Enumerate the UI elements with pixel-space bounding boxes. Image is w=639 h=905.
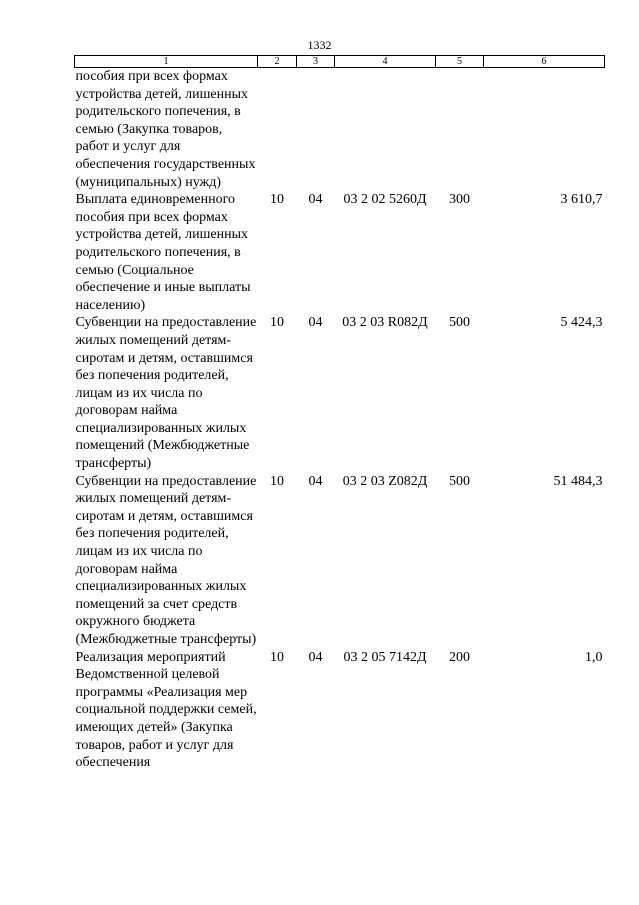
table-row bbox=[75, 473, 605, 649]
row-subsection: 04 bbox=[308, 649, 323, 665]
column-header-3: 3 bbox=[297, 56, 335, 68]
table-header bbox=[75, 56, 605, 68]
row-target-code: 03 2 02 5260Д bbox=[343, 192, 427, 208]
row-amount: 5 424,3 bbox=[560, 315, 603, 331]
row-section: 10 bbox=[270, 473, 284, 489]
row-expense-type: 500 bbox=[449, 315, 470, 331]
column-header-4: 4 bbox=[335, 56, 436, 68]
table-row bbox=[75, 314, 605, 472]
page-number: 1332 bbox=[307, 38, 332, 52]
row-name: пособия при всех формах устройства детей, лишенных родительского попечения, в семью (Закупка товаров, работ и услуг для обеспечения государственных (муниципальных) нужд) bbox=[75, 69, 256, 190]
row-expense-type: 300 bbox=[449, 192, 470, 208]
row-subsection: 04 bbox=[308, 315, 323, 331]
row-target-code bbox=[335, 68, 436, 192]
row-section: 10 bbox=[270, 315, 284, 331]
row-expense-type: 200 bbox=[449, 649, 470, 665]
row-amount: 1,0 bbox=[585, 649, 603, 665]
table-row bbox=[75, 68, 605, 192]
row-name: Выплата единовременного пособия при всех формах устройства детей, лишенных родительского попечения, в семью (Социальное обеспечение и иные выплаты населению) bbox=[75, 192, 251, 313]
row-subsection: 04 bbox=[308, 473, 323, 489]
row-amount: 3 610,7 bbox=[560, 192, 603, 208]
row-target-code: 03 2 03 Z082Д bbox=[342, 473, 428, 489]
row-amount bbox=[484, 68, 605, 192]
row-expense-type bbox=[436, 68, 484, 192]
row-expense-type: 500 bbox=[449, 473, 470, 489]
row-target-code: 03 2 05 7142Д bbox=[343, 649, 427, 665]
column-header-5: 5 bbox=[436, 56, 484, 68]
table-row bbox=[75, 649, 605, 772]
row-name: Реализация мероприятий Ведомственной целевой программы «Реализация мер социальной поддержки семей, имеющих детей» (Закупка товаров, работ и услуг для обеспечения bbox=[75, 649, 257, 771]
budget-table bbox=[74, 55, 605, 772]
row-section: 10 bbox=[270, 649, 284, 665]
row-section: 10 bbox=[270, 192, 284, 208]
row-target-code: 03 2 03 R082Д bbox=[342, 315, 428, 331]
column-header-6: 6 bbox=[484, 56, 605, 68]
row-subsection: 04 bbox=[308, 192, 323, 208]
header-row bbox=[75, 56, 605, 68]
row-name: Субвенции на предоставление жилых помещений детям-сиротам и детям, оставшимся без попечения родителей, лицам из их числа по договорам найма специализированных жилых помещений (Межбюджетные трансферты) bbox=[75, 315, 257, 472]
table-row bbox=[75, 191, 605, 314]
row-subsection bbox=[297, 68, 335, 192]
table-body bbox=[75, 68, 605, 772]
column-header-1: 1 bbox=[75, 56, 258, 68]
column-header-2: 2 bbox=[258, 56, 297, 68]
row-section bbox=[258, 68, 297, 192]
row-name: Субвенции на предоставление жилых помещений детям-сиротам и детям, оставшимся без попечения родителей, лицам из их числа по договорам найма специализированных жилых помещений за счет средств окружного бюджета (Межбюджетные трансферты) bbox=[75, 473, 257, 647]
row-amount: 51 484,3 bbox=[553, 473, 603, 489]
